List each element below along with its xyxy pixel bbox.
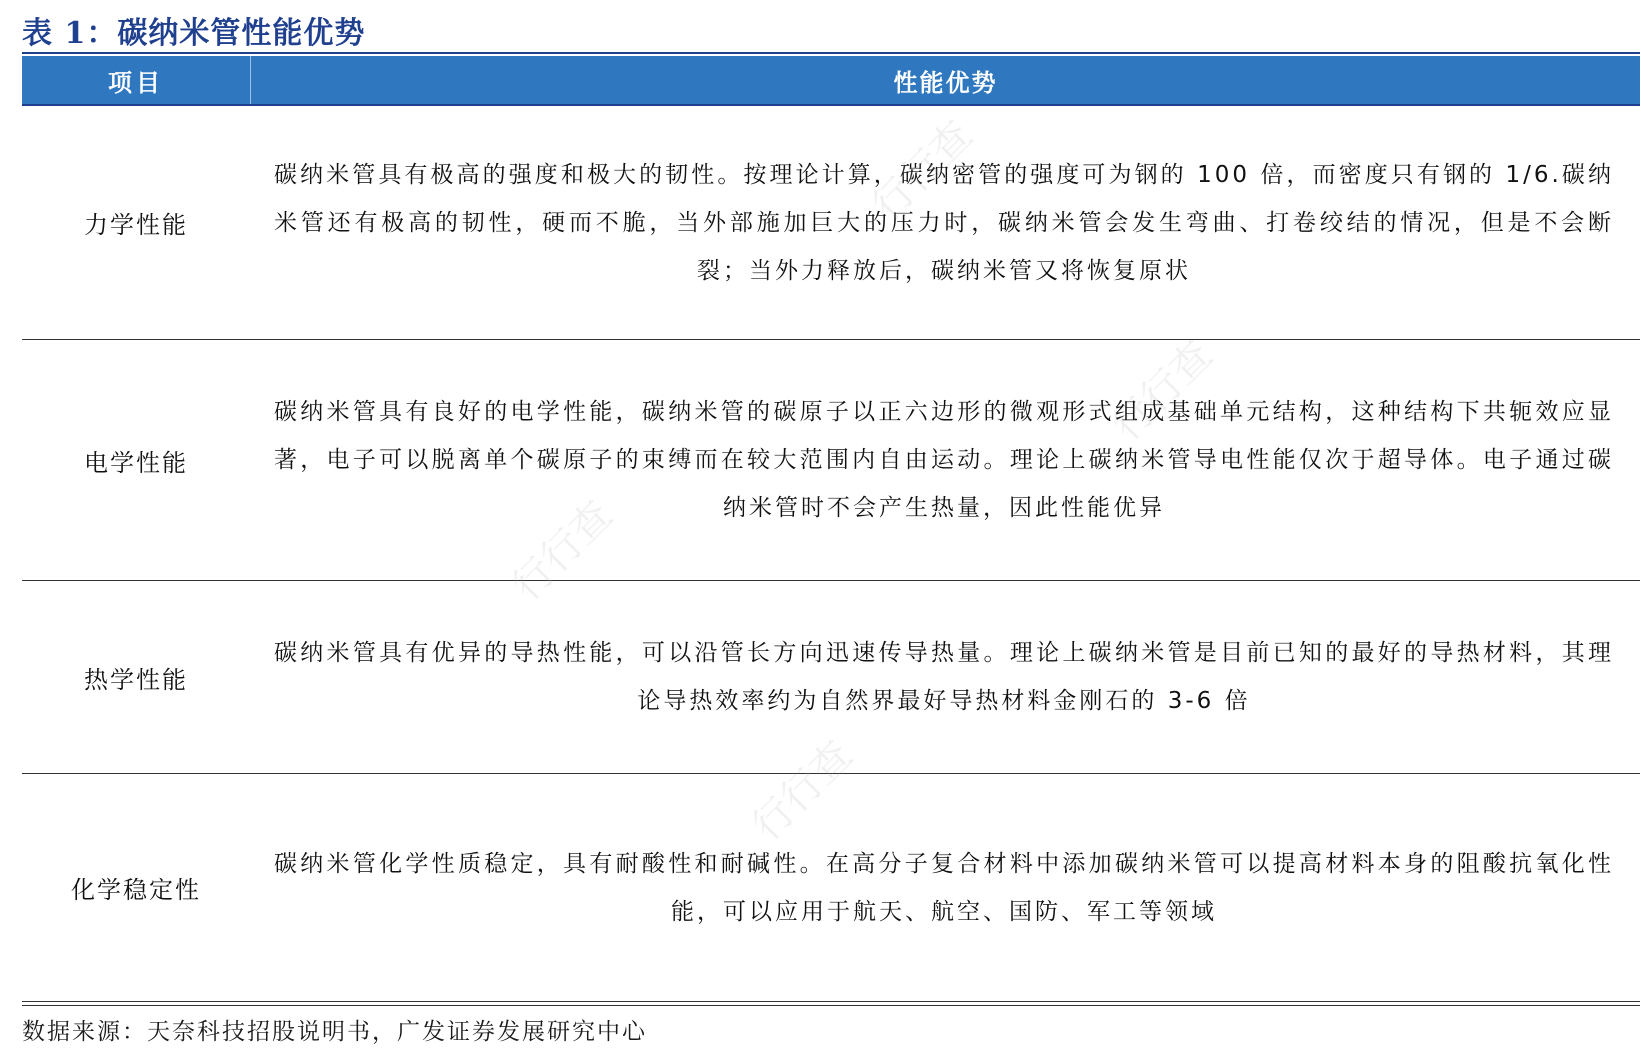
header-item: 项目 xyxy=(22,56,251,104)
row-label: 化学稳定性 xyxy=(71,876,201,904)
source-divider xyxy=(22,1005,1640,1006)
table-row xyxy=(22,581,1640,774)
row-description-text: 碳纳米管化学性质稳定，具有耐酸性和耐碱性。在高分子复合材料中添加碳纳米管可以提高材料本身的阻酸抗氧化性能，可以应用于航天、航空、国防、军工等领域 xyxy=(274,850,1614,925)
table-row xyxy=(22,774,1640,1002)
row-description-text: 碳纳米管具有优异的导热性能，可以沿管长方向迅速传导热量。理论上碳纳米管是目前已知的最好的导热材料，其理论导热效率约为自然界最好导热材料金刚石的 3-6 倍 xyxy=(274,640,1614,714)
table-header xyxy=(22,56,1640,106)
watermark: 行行查 xyxy=(743,732,862,850)
row-label: 热学性能 xyxy=(84,665,188,694)
watermark: 行行查 xyxy=(863,112,982,230)
data-source: 数据来源：天奈科技招股说明书，广发证券发展研究中心 xyxy=(22,1019,647,1045)
table-title: 表 1：碳纳米管性能优势 xyxy=(22,16,366,51)
row-description xyxy=(250,774,1640,1001)
watermark: 行行查 xyxy=(1103,332,1222,450)
table-row xyxy=(22,340,1640,581)
title-divider xyxy=(22,52,1640,54)
header-advantage: 性能优势 xyxy=(893,68,998,97)
row-description xyxy=(250,581,1640,773)
row-label: 力学性能 xyxy=(84,211,188,239)
row-description-text: 碳纳米管具有极高的强度和极大的韧性。按理论计算，碳纳密管的强度可为钢的 100 倍，而密度只有钢的 1/6.碳纳米管还有极高的韧性，硬而不脆，当外部施加巨大的压力时，碳纳米管会发生弯曲、打卷绞结的情况，但是不会断裂；当外力释放后，碳纳米管又将恢复原状 xyxy=(274,161,1614,284)
row-description xyxy=(250,340,1640,580)
watermark: 行行查 xyxy=(503,492,622,610)
row-label: 电学性能 xyxy=(84,448,188,477)
row-description xyxy=(250,106,1640,339)
row-description-text: 碳纳米管具有良好的电学性能，碳纳米管的碳原子以正六边形的微观形式组成基础单元结构，这种结构下共轭效应显著，电子可以脱离单个碳原子的束缚而在较大范围内自由运动。理论上碳纳米管导电性能仅次于超导体。电子通过碳纳米管时不会产生热量，因此性能优异 xyxy=(274,399,1614,521)
table-row xyxy=(22,106,1640,340)
